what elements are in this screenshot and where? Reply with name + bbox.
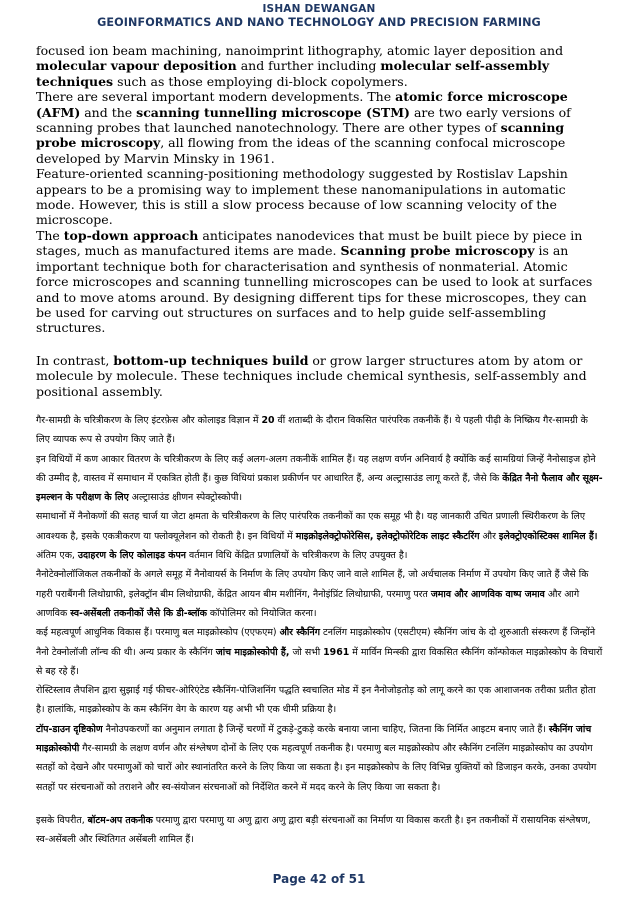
text-run: and further including xyxy=(236,58,381,74)
text-run: नैनोउपकरणों का अनुमान लगाता है जिन्हें चरणों में टुकड़े-टुकड़े करके बनाया जाना चाहिए, जितना कि निर्मित आइटम बनाए जाते हैं। xyxy=(102,723,549,735)
text-run: वीं शताब्दी के दौरान विकसित पारंपरिक तकनीकें हैं। ये पहली पीढ़ी के निष्क्रिय गैर-सामग्री के लिए व्यापक रूप से उपयोग किए जाते हैं। xyxy=(36,414,588,446)
paragraph-spacer xyxy=(36,797,604,811)
text-run: परमाणु द्वारा परमाणु या अणु द्वारा अणु द्वारा बड़ी संरचनाओं का निर्माण या विकास करती है। इन तकनीकों में रासायनिक संश्लेषण, स्व-असेंबली और स्थितिगत असेंबली शामिल हैं। xyxy=(36,814,591,846)
page-body xyxy=(36,43,604,849)
bold-term: 20 xyxy=(261,414,275,426)
text-run: anticipates nanodevices that must be built piece by piece in stages, much as manufactured items are made. xyxy=(36,227,583,259)
hindi-paragraph xyxy=(36,411,604,450)
bold-term: उदाहरण के लिए कोलाइड कंपन xyxy=(77,550,186,562)
hindi-paragraph xyxy=(36,507,604,565)
bold-term: जांच माइक्रोस्कोपी हैं, xyxy=(215,646,290,658)
text-run: अल्ट्रासाउंड क्षीणन स्पेक्ट्रोस्कोपी। xyxy=(128,492,243,504)
hindi-paragraph xyxy=(36,450,604,508)
text-run: में मार्विन मिन्स्की द्वारा विकसित स्कैनिंग कॉन्फोकल माइक्रोस्कोप के विचारों से बह रहे हैं। xyxy=(36,646,603,677)
text-run: रोस्टिस्लाव लैपशिन द्वारा सुझाई गई फीचर-ओरिएंटेड स्कैनिंग-पोजिशनिंग पद्धति स्वचालित मोड में इन नैनोजोड़तोड़ को लागू करने का एक आशाजनक तरीका प्रतीत होता है। हालांकि, माइक्रोस्कोप के कम स्कैनिंग वेग के कारण यह अभी भी एक धीमी प्रक्रिया है। xyxy=(36,685,596,716)
english-paragraph xyxy=(36,43,604,89)
bold-term: स्व-असेंबली तकनीकों जैसे कि डी-ब्लॉक xyxy=(70,607,207,619)
text-run: कॉपोलिमर को नियोजित करना। xyxy=(206,607,317,619)
text-run: नैनोटेक्नोलॉजिकल तकनीकों के अगले समूह में नैनोवायर्स के निर्माण के लिए उपयोग किए जाने वाले शामिल हैं, जो अर्धचालक निर्माण में उपयोग किए जाते हैं जैसे कि गहरी पराबैंगनी लिथोग्राफी, इलेक्ट्रॉन बीम लिथोग्राफी, केंद्रित आयन बीम मशीनिंग, नैनोइंप्रिंट लिथोग्राफी, परमाणु परत xyxy=(36,569,589,600)
text-run: इन विधियों में कण आकार वितरण के चरित्रीकरण के लिए कई अलग-अलग तकनीकें शामिल हैं। यह लक्षण वर्णन अनिवार्य है क्योंकि कई सामग्रियां जिन्हें नैनोसाइज होने की उम्मीद है, वास्तव में समाधान में एकत्रित होती हैं। कुछ विधियां प्रकाश प्रकीर्णन पर आधारित हैं, अन्य अल्ट्रासाउंड लागू करते हैं, जैसे कि xyxy=(36,453,596,484)
english-paragraph xyxy=(36,228,604,336)
text-run: There are several important modern developments. The xyxy=(36,89,396,105)
bold-term: केंद्रित नैनो फैलाव और सूक्ष्म-इमल्शन के परीक्षण के लिए xyxy=(36,472,603,504)
page-number: Page 42 of 51 xyxy=(272,872,366,886)
text-run: and the xyxy=(80,104,137,120)
hindi-paragraph xyxy=(36,811,604,850)
text-run: जो सभी xyxy=(289,646,324,658)
bold-term: 1961 xyxy=(323,646,350,658)
text-run: गैर-सामग्री के लक्षण वर्णन और संश्लेषण दोनों के लिए एक महत्वपूर्ण तकनीक है। परमाणु बल माइक्रोस्कोप और स्कैनिंग टनलिंग माइक्रोस्कोप का उपयोग सतहों को देखने और परमाणुओं को चारों ओर स्थानांतरित करने के लिए किया जा सकता है। इन माइक्रोस्कोप के लिए विभिन्न युक्तियों को डिजाइन करके, उनका उपयोग सतहों पर संरचनाओं को तराशने और स्व-संयोजन संरचनाओं को निर्देशित करने में मदद करने के लिए किया जा सकता है। xyxy=(36,742,597,793)
bold-term: top-down approach xyxy=(63,227,199,243)
hindi-paragraph xyxy=(36,681,604,720)
bold-term: बॉटम-अप तकनीक xyxy=(87,814,153,826)
english-paragraph xyxy=(36,166,604,228)
paragraph-spacer xyxy=(36,336,604,353)
text-run: or grow larger structures atom by atom or molecule by molecule. These techniques include chemical synthesis, self-assembly and positional assembly. xyxy=(36,352,587,399)
text-run: वर्तमान विधि केंद्रित प्रणालियों के चरित्रीकरण के लिए उपयुक्त है। xyxy=(186,550,408,562)
bold-term: Scanning probe microscopy xyxy=(340,243,535,259)
bold-term: scanning probe microscopy xyxy=(36,120,565,151)
text-run: अंतिम एक, xyxy=(36,550,78,562)
header-author: ISHAN DEWANGAN xyxy=(262,3,376,15)
bold-term: माइक्रोइलेक्ट्रोफोरेसिस, इलेक्ट्रोफोरेटिक लाइट स्कैटरिंग xyxy=(295,530,480,542)
english-paragraph xyxy=(36,89,604,166)
text-run: और xyxy=(479,530,499,542)
text-run: कई महत्वपूर्ण आधुनिक विकास हैं। परमाणु बल माइक्रोस्कोप (एएफएम) xyxy=(36,627,280,639)
text-run: are two early versions of scanning probes that launched nanotechnology. There are other types of xyxy=(36,104,571,136)
text-run: समाधानों में नैनोकणों की सतह चार्ज या जेटा क्षमता के चरित्रीकरण के लिए पारंपरिक तकनीकों का एक समूह भी है। यह जानकारी उचित प्रणाली स्थिरीकरण के लिए आवश्यक है, इसके एकत्रीकरण या फ्लोक्यूलेशन को रोकती है। इन विधियों में xyxy=(36,511,586,542)
bold-term: scanning tunnelling microscope (STM) xyxy=(136,104,410,120)
header-title: GEOINFORMATICS AND NANO TECHNOLOGY AND PRECISION FARMING xyxy=(97,16,541,29)
text-run: focused ion beam machining, nanoimprint lithography, atomic layer deposition and xyxy=(36,43,564,58)
text-run: टनलिंग माइक्रोस्कोप (एसटीएम) स्कैनिंग जांच के दो शुरुआती संस्करण हैं जिन्होंने नैनो टेक्नोलॉजी लॉन्च की थी। अन्य प्रकार के स्कैनिंग xyxy=(36,627,596,658)
hindi-paragraph xyxy=(36,623,604,681)
text-run: Feature-oriented scanning-positioning methodology suggested by Rostislav Lapshin appears to be a promising way to implement these nanomanipulations in automatic mode. However, this is still a slow process because of low scanning velocity of the microscope. xyxy=(36,166,568,228)
bold-term: जमाव और आणविक वाष्प जमाव xyxy=(430,588,545,600)
bold-term: molecular self-assembly techniques xyxy=(36,58,550,89)
text-run: The xyxy=(36,227,64,243)
bold-term: bottom-up techniques build xyxy=(113,352,309,368)
bold-term: और स्कैनिंग xyxy=(279,627,321,639)
text-run: In contrast, xyxy=(36,352,114,368)
bold-term: टॉप-डाउन दृष्टिकोण xyxy=(36,723,103,735)
text-run: गैर-सामग्री के चरित्रीकरण के लिए इंटरफ़ेस और कोलाइड विज्ञान में xyxy=(36,414,262,426)
bold-term: स्कैनिंग जांच माइक्रोस्कोपी xyxy=(36,723,592,754)
bold-term: atomic force microscope (AFM) xyxy=(36,89,568,120)
bold-term: इलेक्ट्रोएकोस्टिक्स शामिल हैं। xyxy=(498,530,598,542)
text-run: , all flowing from the ideas of the scanning confocal microscope developed by Marvin Minsky in 1961. xyxy=(36,135,566,166)
english-paragraph xyxy=(36,353,604,399)
bold-term: molecular vapour deposition xyxy=(36,58,237,74)
text-run: इसके विपरीत, xyxy=(36,814,88,826)
paragraph-spacer xyxy=(36,399,604,411)
hindi-paragraph xyxy=(36,565,604,623)
text-run: is an important technique both for characterisation and synthesis of nonmaterial. Atomic force microscopes and scanning tunnelling microscopes can be used to look at surfaces and to move atoms around. By designing different tips for these microscopes, they can be used for carving out structures on surfaces and to help guide self-assembling structures. xyxy=(36,243,593,336)
text-run: और आगे आणविक xyxy=(36,588,580,619)
text-run: such as those employing di-block copolymers. xyxy=(113,73,408,89)
hindi-paragraph xyxy=(36,720,604,797)
